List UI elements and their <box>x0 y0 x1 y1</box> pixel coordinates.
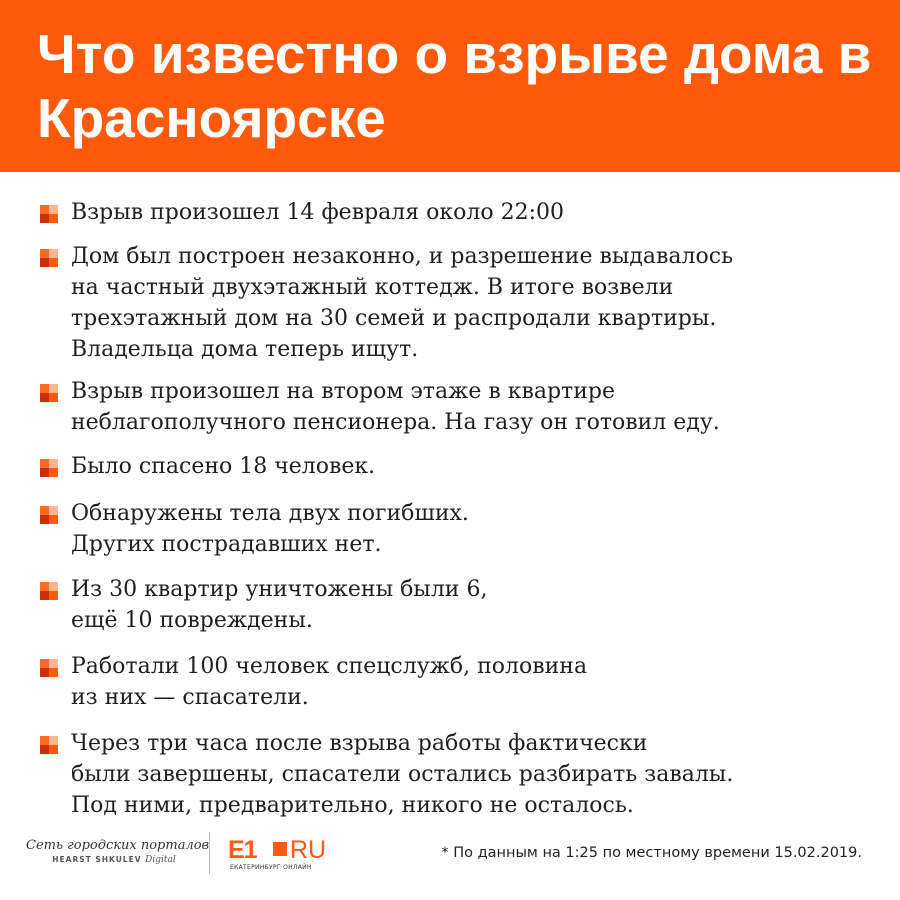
network-name: Сеть городских порталов <box>26 838 210 853</box>
network-brand-name: HEARST SHKULEV <box>52 855 142 864</box>
orange-four-square-icon <box>40 582 58 600</box>
orange-four-square-icon <box>40 506 58 524</box>
orange-four-square-icon <box>40 384 58 402</box>
e1-logo <box>228 836 338 876</box>
hearst-shkulev-logo <box>26 838 210 866</box>
header-banner <box>0 0 900 172</box>
e1-logo-ru: RU <box>290 836 327 864</box>
fact-text: Дом был построен незаконно, и разрешение выдавалось на частный двухэтажный коттедж. В итоге возвели трехэтажный дом на 30 семей и распродали квартиры. Владельца дома теперь ищут. <box>71 244 734 362</box>
orange-four-square-icon <box>40 205 58 223</box>
orange-four-square-icon <box>40 249 58 267</box>
fact-text: Взрыв произошел 14 февраля около 22:00 <box>71 200 564 225</box>
network-brand-suffix: Digital <box>145 855 176 865</box>
orange-four-square-icon <box>40 459 58 477</box>
footnote: * По данным на 1:25 по местному времени 15.02.2019. <box>441 845 862 861</box>
page-title: Что известно о взрыве дома в Красноярске <box>37 23 872 149</box>
e1-logo-main: E1 <box>228 836 257 864</box>
fact-text: Взрыв произошел на втором этаже в квартире неблагополучного пенсионера. На газу он готовил еду. <box>71 379 720 435</box>
fact-text: Работали 100 человек спецслужб, половина из них — спасатели. <box>71 654 588 710</box>
footer-divider <box>209 832 210 874</box>
fact-text: Из 30 квартир уничтожены были 6, ещё 10 повреждены. <box>71 577 488 633</box>
network-brand <box>26 854 202 866</box>
orange-four-square-icon <box>40 659 58 677</box>
e1-logo-subtitle: ЕКАТЕРИНБУРГ ОНЛАЙН <box>230 864 312 871</box>
fact-text: Обнаружены тела двух погибших. Других пострадавших нет. <box>71 501 469 557</box>
orange-four-square-icon <box>40 736 58 754</box>
fact-text: Было спасено 18 человек. <box>71 454 376 479</box>
fact-text: Через три часа после взрыва работы фактически были завершены, спасатели остались разбирать завалы. Под ними, предварительно, никого не осталось. <box>71 731 734 818</box>
e1-logo-square-icon <box>273 842 287 856</box>
